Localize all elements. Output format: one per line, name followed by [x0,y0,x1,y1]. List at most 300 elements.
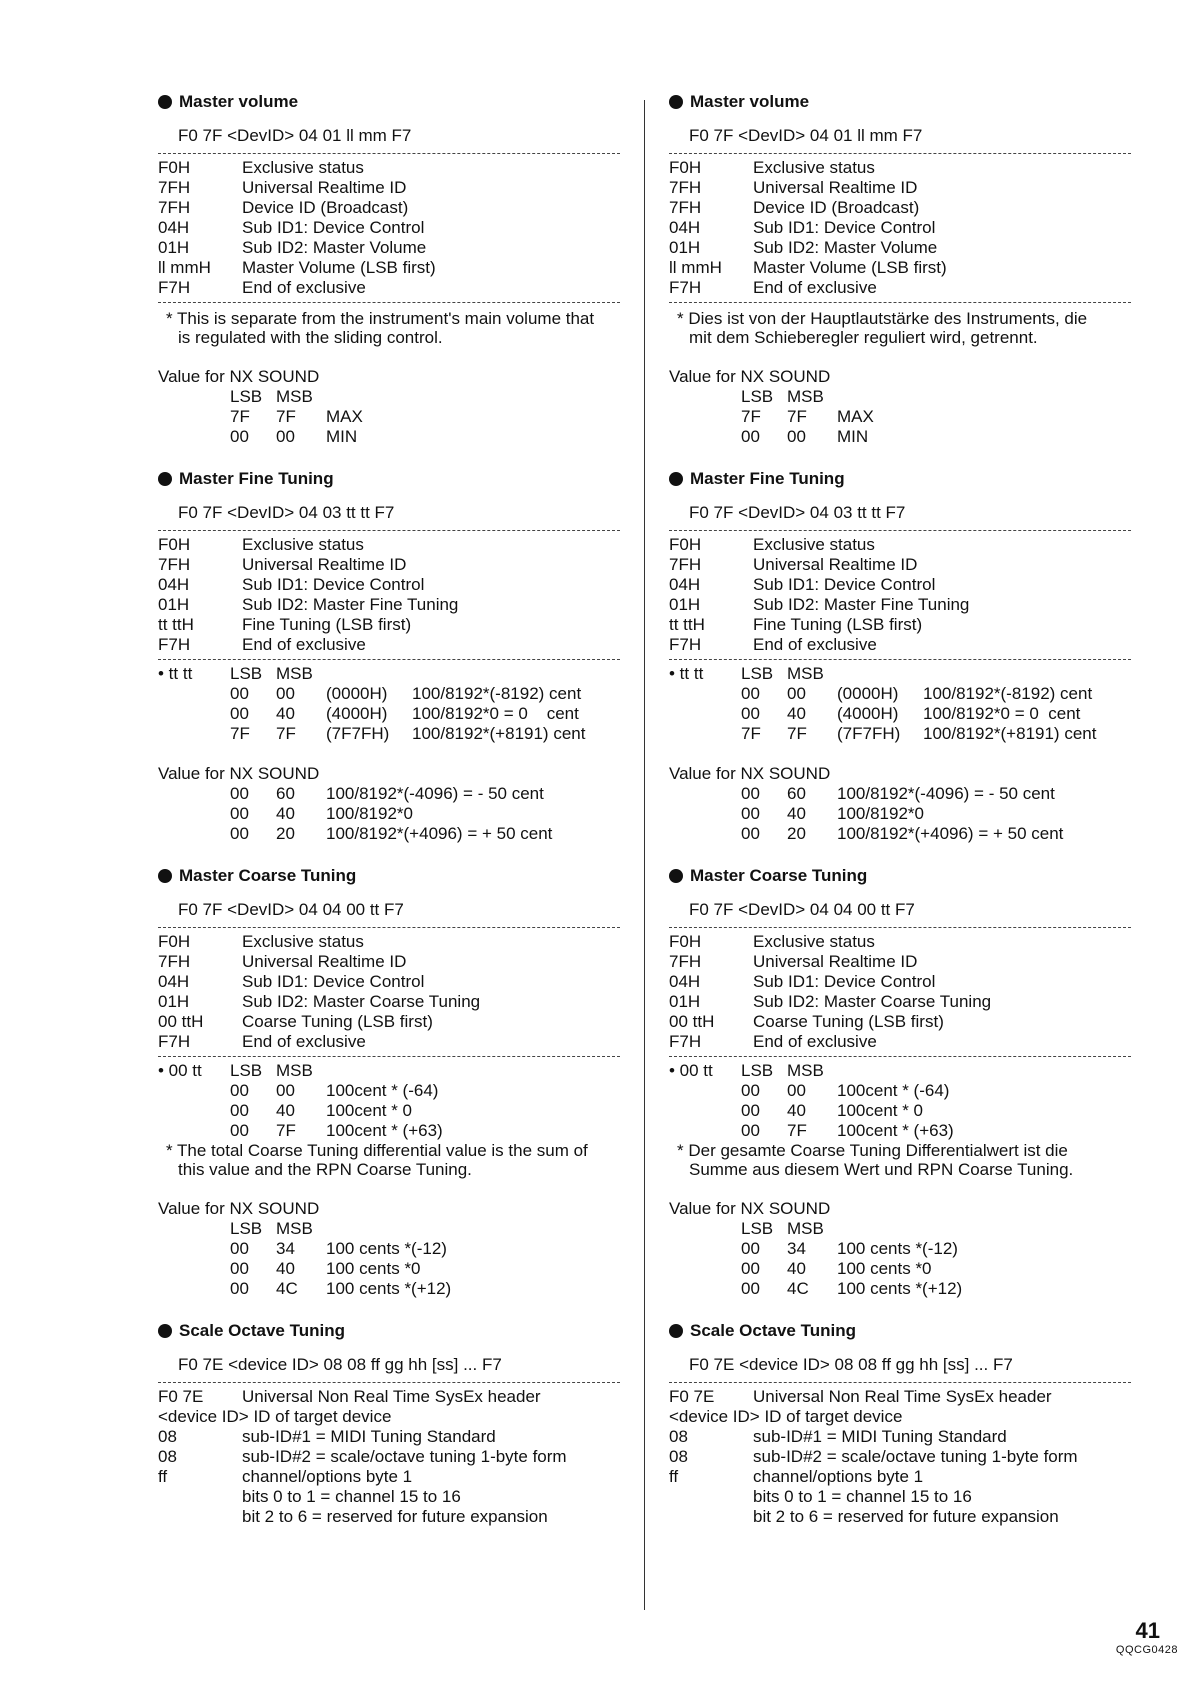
code: 08 [158,1427,177,1446]
bullet-icon [158,869,172,883]
table-row [158,1427,620,1447]
cell: 100cent * (+63) [837,1121,954,1140]
code: 01H [158,238,190,257]
value-row [158,1239,620,1259]
cell: 00 [741,804,760,823]
desc: Sub ID1: Device Control [242,972,425,991]
cell: LSB [230,387,263,406]
cell: 20 [787,824,806,843]
cell: 100/8192*(+8191) cent [923,724,1097,743]
code: F7H [158,635,191,654]
cell: LSB [230,664,263,683]
section-heading [158,92,620,112]
cell: 7F [276,724,296,743]
dashed-divider [158,659,620,660]
cell: 100 cents *(-12) [837,1239,958,1258]
value-label: Value for NX SOUND [158,367,320,386]
cell: 100/8192*(-4096) = - 50 cent [326,784,544,803]
desc: Sub ID1: Device Control [242,218,425,237]
value-row [158,804,620,824]
coarse-tuning-section [669,866,1131,1299]
cell: 00 [230,1279,249,1298]
cell: MSB [276,387,313,406]
table-row [669,932,1131,952]
value-row [669,1239,1131,1259]
code: 01H [158,595,190,614]
cell: 00 [741,1081,760,1100]
dashed-divider [158,927,620,928]
dashed-divider [669,1382,1131,1383]
table-row [669,555,1131,575]
cell: 7F [787,1121,807,1140]
cell: 00 [741,1239,760,1258]
desc: Coarse Tuning (LSB first) [242,1012,433,1031]
cell: 40 [787,1101,806,1120]
bullet-icon [669,95,683,109]
fine-tuning-section [158,469,620,844]
cell: 60 [276,784,295,803]
cell: 100 cents *0 [326,1259,421,1278]
code: 04H [669,575,701,594]
desc: <device ID> ID of target device [669,1407,903,1426]
desc: Universal Realtime ID [242,178,407,197]
desc: Universal Realtime ID [753,952,918,971]
cell: 100cent * 0 [837,1101,924,1120]
table-row [158,1012,620,1032]
section-heading [669,1321,1131,1341]
value-table-row [158,724,620,744]
value-table-row [669,1081,1131,1101]
value-label: Value for NX SOUND [669,1199,831,1218]
note-line: * Der gesamte Coarse Tuning Differentialwert ist die [677,1141,1068,1160]
table-row [158,992,620,1012]
desc: channel/options byte 1 [242,1467,413,1486]
value-table-row [158,1081,620,1101]
cell: 34 [276,1239,295,1258]
code: 01H [158,992,190,1011]
table-row [669,258,1131,278]
code: 08 [669,1427,688,1446]
bullet-icon [158,472,172,486]
value-table-row [669,1061,1131,1081]
value-row [158,1219,620,1239]
desc: Device ID (Broadcast) [242,198,409,217]
desc: sub-ID#1 = MIDI Tuning Standard [753,1427,1007,1446]
cell: MIN [837,427,869,446]
dashed-divider [669,530,1131,531]
dashed-divider [158,530,620,531]
cell: 00 [787,1081,806,1100]
dashed-divider [158,1382,620,1383]
cell: (4000H) [326,704,388,723]
code: ll mmH [669,258,722,277]
desc: Sub ID2: Master Volume [242,238,427,257]
cell: 00 [276,1081,295,1100]
value-row [669,1219,1131,1239]
cell: MSB [276,1219,313,1238]
value-row [669,804,1131,824]
code: F7H [158,1032,191,1051]
dashed-divider [669,1056,1131,1057]
desc: Sub ID2: Master Fine Tuning [753,595,970,614]
syntax-line: F0 7F <DevID> 04 01 ll mm F7 [178,126,412,145]
table-row [669,575,1131,595]
table-row [158,158,620,178]
cell: 7F [230,724,250,743]
table-row [669,1387,1131,1407]
value-label: Value for NX SOUND [158,1199,320,1218]
desc: Exclusive status [242,932,364,951]
cell [326,664,412,684]
code: 00 ttH [158,1012,204,1031]
code: 04H [158,218,190,237]
cell: 100cent * (-64) [326,1081,439,1100]
cell: 00 [230,804,249,823]
code: 7FH [669,198,702,217]
desc: End of exclusive [753,635,877,654]
code: F7H [669,1032,702,1051]
value-row [669,427,1131,447]
cell: 100/8192*(+8191) cent [412,724,586,743]
desc: sub-ID#2 = scale/octave tuning 1-byte form [753,1447,1078,1466]
cell: 34 [787,1239,806,1258]
dashed-divider [158,1056,620,1057]
cell: 100cent * 0 [326,1101,413,1120]
left-column [158,92,620,1533]
coarse-tuning-section [158,866,620,1299]
table-row [669,1407,1131,1427]
code: 7FH [158,178,191,197]
cell: 100/8192*0 [326,804,413,823]
desc: Exclusive status [753,158,875,177]
footnote [166,1141,620,1179]
table-row [669,1447,1131,1467]
footnote [166,309,620,347]
code: F7H [158,278,191,297]
cell: 100 cents *0 [837,1259,932,1278]
value-label: Value for NX SOUND [669,367,831,386]
table-row [158,595,620,615]
cell: 00 [276,427,295,446]
code: F0H [669,158,702,177]
note-line: * Dies ist von der Hauptlautstärke des Instruments, die [677,309,1088,328]
desc: Universal Realtime ID [242,952,407,971]
cell: 00 [230,684,249,703]
value-row [158,1259,620,1279]
code: ll mmH [158,258,211,277]
cell: 00 [741,1279,760,1298]
section-heading [158,469,620,489]
code: 01H [669,992,701,1011]
cell: 00 [787,427,806,446]
cell: • tt tt [669,664,704,683]
cell: 7F [787,724,807,743]
heading-text: Scale Octave Tuning [179,1321,345,1340]
cell: 00 [741,427,760,446]
desc: <device ID> ID of target device [158,1407,392,1426]
value-row [669,1259,1131,1279]
syntax-line: F0 7E <device ID> 08 08 ff gg hh [ss] ... F7 [689,1355,1013,1374]
master-volume-section [158,92,620,447]
page-number: 41 [1135,1618,1160,1643]
document-code: QQCG0428 [1115,1644,1178,1656]
note-line: this value and the RPN Coarse Tuning. [178,1160,472,1179]
dashed-divider [669,659,1131,660]
desc: channel/options byte 1 [753,1467,924,1486]
heading-text: Master Fine Tuning [690,469,845,488]
desc: Fine Tuning (LSB first) [242,615,412,634]
cell: MSB [787,664,824,683]
code: 04H [158,575,190,594]
desc: Universal Realtime ID [753,178,918,197]
code: 7FH [158,198,191,217]
cell: 100/8192*(+4096) = + 50 cent [326,824,553,843]
desc: Sub ID1: Device Control [753,972,936,991]
code: F0 7E [158,1387,204,1406]
syntax-line: F0 7F <DevID> 04 01 ll mm F7 [689,126,923,145]
note-line: * The total Coarse Tuning differential value is the sum of [166,1141,588,1160]
table-row [158,238,620,258]
code: 7FH [669,952,702,971]
code: F0 7E [669,1387,715,1406]
value-row [158,387,620,407]
code: 01H [669,238,701,257]
desc: End of exclusive [753,1032,877,1051]
bullet-icon [669,472,683,486]
code: F7H [669,278,702,297]
cell: 00 [741,1259,760,1278]
value-row [669,824,1131,844]
desc: Device ID (Broadcast) [753,198,920,217]
value-row [669,407,1131,427]
code: 08 [158,1447,177,1466]
value-label: Value for NX SOUND [158,764,320,783]
cell: 100/8192*(+4096) = + 50 cent [837,824,1064,843]
cell: 40 [276,804,295,823]
cell: LSB [230,1219,263,1238]
cell: MSB [276,664,313,683]
section-heading [669,469,1131,489]
value-row [158,824,620,844]
note-line: Summe aus diesem Wert und RPN Coarse Tuning. [689,1160,1074,1179]
code: 7FH [158,555,191,574]
cell: 100 cents *(-12) [326,1239,447,1258]
heading-text: Master Coarse Tuning [179,866,357,885]
desc: Sub ID2: Master Volume [753,238,938,257]
note-line: is regulated with the sliding control. [178,328,443,347]
note-line: mit dem Schieberegler reguliert wird, getrennt. [689,328,1038,347]
code: 04H [669,218,701,237]
table-row [158,178,620,198]
bullet-icon [669,1324,683,1338]
table-row [669,595,1131,615]
code: ff [669,1467,679,1486]
heading-text: Master Fine Tuning [179,469,334,488]
scale-octave-section [669,1321,1131,1527]
cell: 100 cents *(+12) [326,1279,452,1298]
table-row [158,575,620,595]
value-row [158,427,620,447]
desc: End of exclusive [242,278,366,297]
code: F0H [158,932,191,951]
cell: 100cent * (-64) [837,1081,950,1100]
desc: Sub ID1: Device Control [753,575,936,594]
syntax-line: F0 7F <DevID> 04 03 tt tt F7 [689,503,906,522]
cell: LSB [741,1219,774,1238]
cell: 00 [230,1239,249,1258]
table-row [158,1467,620,1487]
code: F0H [158,158,191,177]
code: 04H [158,972,190,991]
cell: 00 [230,1081,249,1100]
desc: Universal Non Real Time SysEx header [242,1387,541,1406]
cell: 40 [276,1259,295,1278]
cell: 40 [787,804,806,823]
value-table-row [158,1121,620,1141]
table-row [669,1012,1131,1032]
cell: 60 [787,784,806,803]
desc: Exclusive status [242,158,364,177]
table-row [158,555,620,575]
desc: Fine Tuning (LSB first) [753,615,923,634]
table-row [669,972,1131,992]
cell: 100/8192*0 [837,804,924,823]
table-row [669,615,1131,635]
cell: 00 [230,824,249,843]
table-row [669,218,1131,238]
dashed-divider [669,302,1131,303]
table-row [669,952,1131,972]
code: 04H [669,972,701,991]
cell: 100 cents *(+12) [837,1279,963,1298]
cell: MSB [787,1061,824,1080]
cell: 100/8192*0 = 0 cent [923,704,1081,723]
table-row [158,615,620,635]
dashed-divider [158,153,620,154]
desc: sub-ID#2 = scale/octave tuning 1-byte form [242,1447,567,1466]
cell: 00 [741,704,760,723]
value-table-row [669,684,1131,704]
cell: LSB [741,387,774,406]
value-table-row [669,724,1131,744]
cell: 100/8192*(-8192) cent [923,684,1093,703]
scale-octave-section [158,1321,620,1527]
code: tt ttH [669,615,705,634]
desc: Sub ID2: Master Fine Tuning [242,595,459,614]
cell: 7F [787,407,807,426]
value-table-row [669,1101,1131,1121]
value-table-row [158,1101,620,1121]
bullet-icon [158,95,172,109]
cell: 4C [276,1279,298,1298]
table-row [669,535,1131,555]
cell: 00 [230,1121,249,1140]
table-row [669,238,1131,258]
cell: MIN [326,427,358,446]
desc: Universal Realtime ID [242,555,407,574]
desc: Coarse Tuning (LSB first) [753,1012,944,1031]
value-row [669,784,1131,804]
cell: 100/8192*(-8192) cent [412,684,582,703]
note-line: * This is separate from the instrument's main volume that [166,309,595,328]
table-row [669,158,1131,178]
section-heading [158,1321,620,1341]
cell: 100/8192*0 = 0 cent [412,704,579,723]
syntax-line: F0 7F <DevID> 04 04 00 tt F7 [178,900,404,919]
value-table-row [158,664,620,684]
desc: End of exclusive [753,278,877,297]
cell: MAX [837,407,874,426]
value-table-row [158,704,620,724]
sub-line: bits 0 to 1 = channel 15 to 16 [753,1487,972,1506]
cell: 7F [741,724,761,743]
cell: 40 [276,704,295,723]
table-row [669,635,1131,655]
cell: 00 [230,784,249,803]
code: F0H [669,535,702,554]
cell: 00 [230,1259,249,1278]
cell: 4C [787,1279,809,1298]
cell: 7F [276,407,296,426]
code: 00 ttH [669,1012,715,1031]
cell: LSB [741,664,774,683]
code: 7FH [158,952,191,971]
code: F7H [669,635,702,654]
desc: Sub ID2: Master Coarse Tuning [242,992,481,1011]
code: 7FH [669,178,702,197]
cell: (7F7FH) [326,724,390,743]
cell: MSB [276,1061,313,1080]
heading-text: Scale Octave Tuning [690,1321,856,1340]
value-row [669,1279,1131,1299]
cell: MSB [787,387,824,406]
value-table-row [158,684,620,704]
footnote [677,309,1131,347]
cell: 00 [741,784,760,803]
cell: MAX [326,407,363,426]
heading-text: Master Coarse Tuning [690,866,868,885]
footnote [677,1141,1131,1179]
cell: (4000H) [837,704,899,723]
desc: End of exclusive [242,1032,366,1051]
table-row [158,1387,620,1407]
cell: 00 [276,684,295,703]
code: F0H [669,932,702,951]
desc: Exclusive status [242,535,364,554]
cell: 00 [741,824,760,843]
cell: 7F [230,407,250,426]
value-label: Value for NX SOUND [669,764,831,783]
desc: Master Volume (LSB first) [242,258,436,277]
table-row [669,1427,1131,1447]
cell: LSB [741,1061,774,1080]
code: 7FH [669,555,702,574]
cell: LSB [230,1061,263,1080]
cell: 7F [276,1121,296,1140]
master-volume-section [669,92,1131,447]
sub-line: bits 0 to 1 = channel 15 to 16 [242,1487,461,1506]
cell: 100cent * (+63) [326,1121,443,1140]
cell: 00 [741,1101,760,1120]
table-row [669,1467,1131,1487]
table-row [158,972,620,992]
value-row [669,387,1131,407]
heading-text: Master volume [690,92,810,111]
heading-text: Master volume [179,92,299,111]
desc: Sub ID1: Device Control [753,218,936,237]
desc: Master Volume (LSB first) [753,258,947,277]
syntax-line: F0 7F <DevID> 04 04 00 tt F7 [689,900,915,919]
